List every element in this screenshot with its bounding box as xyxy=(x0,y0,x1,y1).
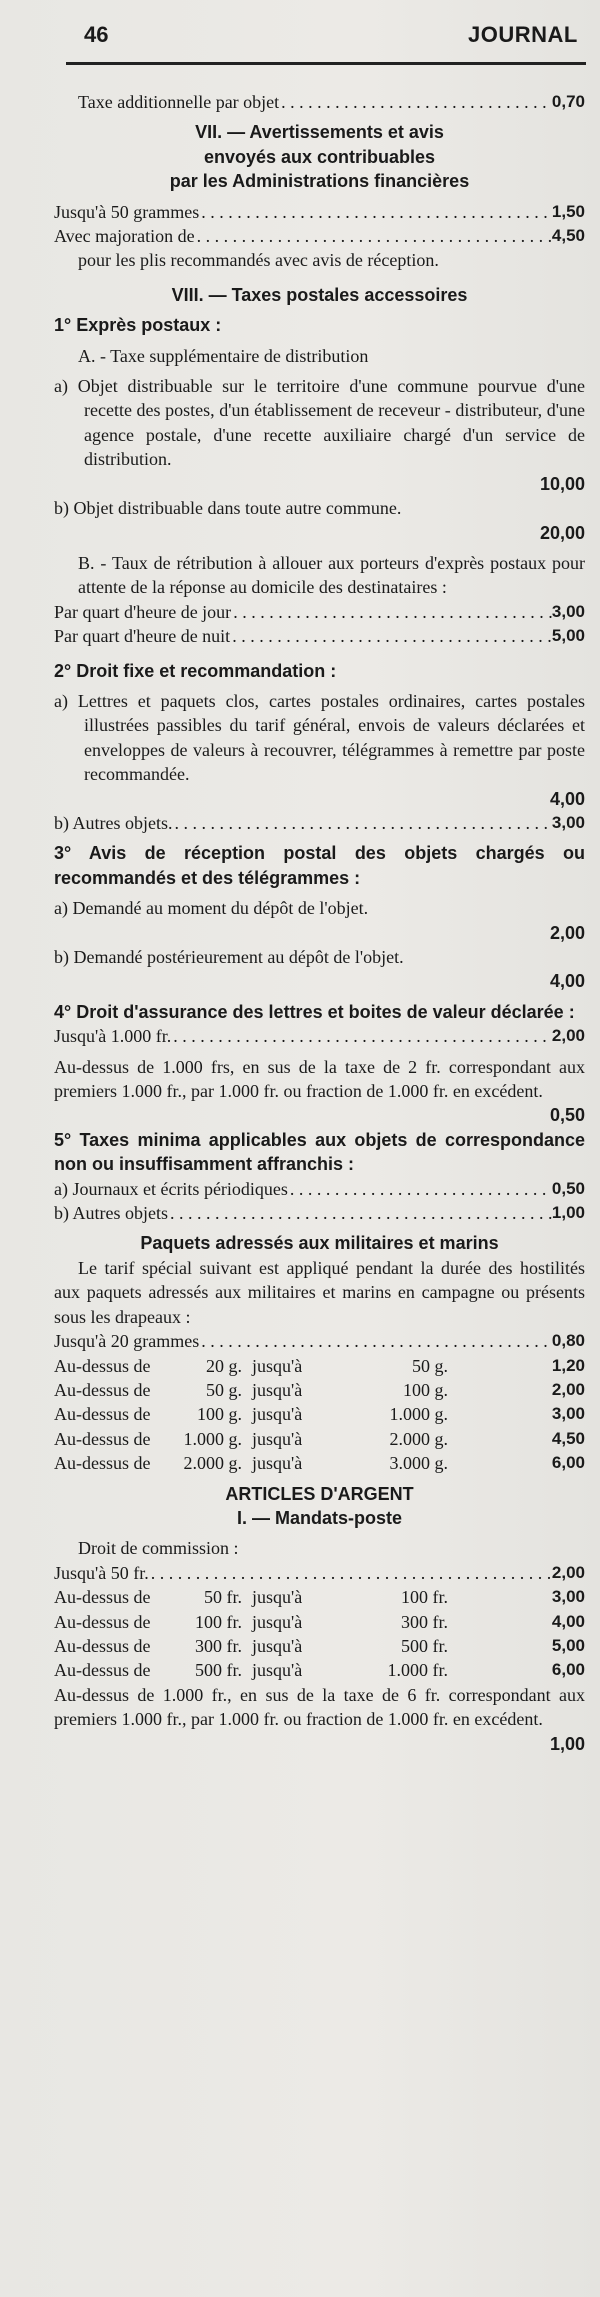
table-row: Au-dessus de 2.000 g. jusqu'à 3.000 g. 6,00 xyxy=(54,1453,585,1474)
tariff-line: Par quart d'heure de nuit . . . 5,00 xyxy=(54,624,585,648)
table-row: Au-dessus de 500 fr. jusqu'à 1.000 fr. 6,00 xyxy=(54,1660,585,1681)
table-row: Au-dessus de 1.000 g. jusqu'à 2.000 g. 4,50 xyxy=(54,1428,585,1449)
paragraph: a) Objet distribuable sur le territoire d'une commune pourvue d'une recette des postes, d'un établissement de receveur - distributeur, d'une agence postale, d'une recette auxiliaire chargé d'un service de distribution. xyxy=(54,376,585,470)
tariff-value: 2,00 xyxy=(549,922,585,943)
tariff-line: Avec majoration de . . . 4,50 xyxy=(54,224,585,248)
section-title-vii: VII. — Avertissements et avis envoyés aux contribuables par les Administrations financières xyxy=(169,122,470,192)
paragraph: pour les plis recommandés avec avis de réception. xyxy=(78,250,439,271)
section-title-argent: ARTICLES D'ARGENT xyxy=(225,1483,414,1504)
item-heading: 4° Droit d'assurance des lettres et boites de valeur déclarée : xyxy=(54,1001,575,1022)
paragraph: Au-dessus de 1.000 frs, en sus de la taxe de 2 fr. correspondant aux premiers 1.000 fr., par 1.000 fr. ou fraction de 1.000 fr. en excédent. xyxy=(54,1056,585,1102)
table-row: Au-dessus de 50 g. jusqu'à 100 g. 2,00 xyxy=(54,1379,585,1400)
tariff-value: 4,00 xyxy=(549,971,585,992)
tariff-value: 0,50 xyxy=(549,1105,585,1126)
tariff-line: Taxe additionnelle par objet . . . 0,70 xyxy=(54,90,585,114)
paragraph: B. - Taux de rétribution à allouer aux porteurs d'exprès postaux pour attente de la réponse au domicile des destinataires : xyxy=(78,552,585,598)
tariff-value: 20,00 xyxy=(539,522,585,543)
paragraph: a) Lettres et paquets clos, cartes postales ordinaires, cartes postales illustrées passibles du tarif général, envois de valeurs déclarées et enveloppes de valeurs à recouvrer, télégrammes à remettre par poste recommandée. xyxy=(54,690,585,785)
section-title-viii: VIII. — Taxes postales accessoires xyxy=(171,284,468,305)
tariff-line: b) Autres objets . . . 1,00 xyxy=(54,1201,585,1225)
tariff-line: a) Journaux et écrits périodiques . . . 0,50 xyxy=(54,1177,585,1201)
paragraph: b) Demandé postérieurement au dépôt de l'objet. xyxy=(54,947,404,967)
item-heading: 1° Exprès postaux : xyxy=(54,315,222,336)
table-row: Au-dessus de 300 fr. jusqu'à 500 fr. 5,00 xyxy=(54,1635,585,1656)
item-heading: 3° Avis de réception postal des objets chargés ou recommandés et des télégrammes : xyxy=(54,843,585,888)
table-row: Au-dessus de 50 fr. jusqu'à 100 fr. 3,00 xyxy=(54,1587,585,1608)
paragraph: Au-dessus de 1.000 fr., en sus de la taxe de 6 fr. correspondant aux premiers 1.000 fr., par 1.000 fr. ou fraction de 1.000 fr. en excédent. xyxy=(54,1684,585,1730)
tariff-line: Jusqu'à 1.000 fr. . . . 2,00 xyxy=(54,1024,585,1048)
tariff-line: b) Autres objets. . . . 3,00 xyxy=(54,811,585,835)
page-number: 46 xyxy=(84,22,109,47)
table-row: Au-dessus de 20 g. jusqu'à 50 g. 1,20 xyxy=(54,1355,585,1376)
tariff-value: 4,00 xyxy=(549,788,585,809)
weight-table xyxy=(54,1354,585,1476)
paragraph: Droit de commission : xyxy=(78,1538,239,1559)
item-heading: 2° Droit fixe et recommandation : xyxy=(54,660,337,681)
journal-title: JOURNAL xyxy=(468,22,578,47)
tariff-line: Jusqu'à 20 grammes . . . 0,80 xyxy=(54,1329,585,1353)
header-rule xyxy=(66,62,586,65)
page-header xyxy=(0,0,600,64)
table-row: Au-dessus de 100 g. jusqu'à 1.000 g. 3,00 xyxy=(54,1404,585,1425)
paragraph: Le tarif spécial suivant est appliqué pendant la durée des hostilités aux paquets adressés aux militaires et marins en campagne ou présents sous les drapeaux : xyxy=(54,1257,585,1327)
subsection-title-mandats: I. — Mandats-poste xyxy=(236,1507,402,1528)
tariff-line: Jusqu'à 50 fr. . . . 2,00 xyxy=(54,1561,585,1585)
paragraph: b) Objet distribuable dans toute autre commune. xyxy=(54,498,402,519)
table-row: Au-dessus de 100 fr. jusqu'à 300 fr. 4,00 xyxy=(54,1611,585,1632)
item-heading: 5° Taxes minima applicables aux objets de correspondance non ou insuffisamment affranchis : xyxy=(54,1129,585,1175)
commission-table xyxy=(54,1585,585,1683)
text-column xyxy=(54,90,585,1756)
tariff-line: Jusqu'à 50 grammes . . . 1,50 xyxy=(54,200,585,224)
section-title-paquets: Paquets adressés aux militaires et marins xyxy=(140,1233,499,1254)
tariff-line: Par quart d'heure de jour . . . 3,00 xyxy=(54,600,585,624)
tariff-value: 1,00 xyxy=(549,1733,585,1754)
sub-heading: A. - Taxe supplémentaire de distribution xyxy=(78,345,369,366)
tariff-value: 10,00 xyxy=(539,473,585,494)
paragraph: a) Demandé au moment du dépôt de l'objet. xyxy=(54,898,369,919)
